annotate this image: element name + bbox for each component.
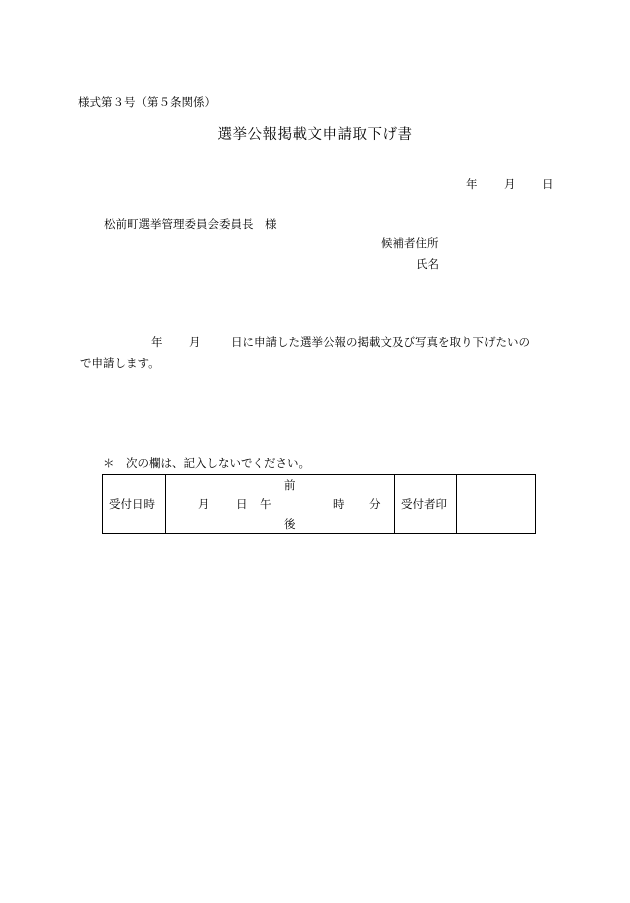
date-year: 年 [466, 177, 478, 191]
receipt-day: 日 [236, 497, 248, 511]
receipt-hour: 時 [333, 497, 345, 511]
receipt-table [102, 474, 536, 534]
receipt-gozen: 前 [284, 478, 296, 492]
receipt-month: 月 [198, 497, 210, 511]
receipt-minute: 分 [369, 497, 381, 511]
table-divider [394, 475, 395, 533]
receiver-seal-label: 受付者印 [401, 497, 447, 511]
body-text-line2: で申請します。 [80, 356, 160, 370]
applicant-name-label: 氏名 [416, 257, 439, 271]
receipt-gogo: 後 [284, 517, 296, 531]
body-month: 月 [189, 335, 201, 349]
receipt-go: 午 [260, 497, 272, 511]
document-title: 選挙公報掲載文申請取下げ書 [217, 127, 413, 143]
date-month: 月 [504, 177, 516, 191]
body-rest: 日に申請した選挙公報の掲載文及び写真を取り下げたいの [231, 335, 530, 349]
applicant-address-label: 候補者住所 [381, 236, 439, 250]
addressee: 松前町選挙管理委員会委員長 様 [104, 217, 277, 231]
form-number: 様式第３号（第５条関係） [78, 95, 216, 109]
body-text-line1 [151, 337, 530, 349]
date-day: 日 [542, 177, 554, 191]
received-datetime-label: 受付日時 [109, 497, 155, 511]
body-year: 年 [151, 335, 163, 349]
table-divider [165, 475, 166, 533]
table-divider [456, 475, 457, 533]
date-line [466, 179, 554, 191]
office-use-notice: ＊ 次の欄は、記入しないでください。 [103, 456, 310, 470]
